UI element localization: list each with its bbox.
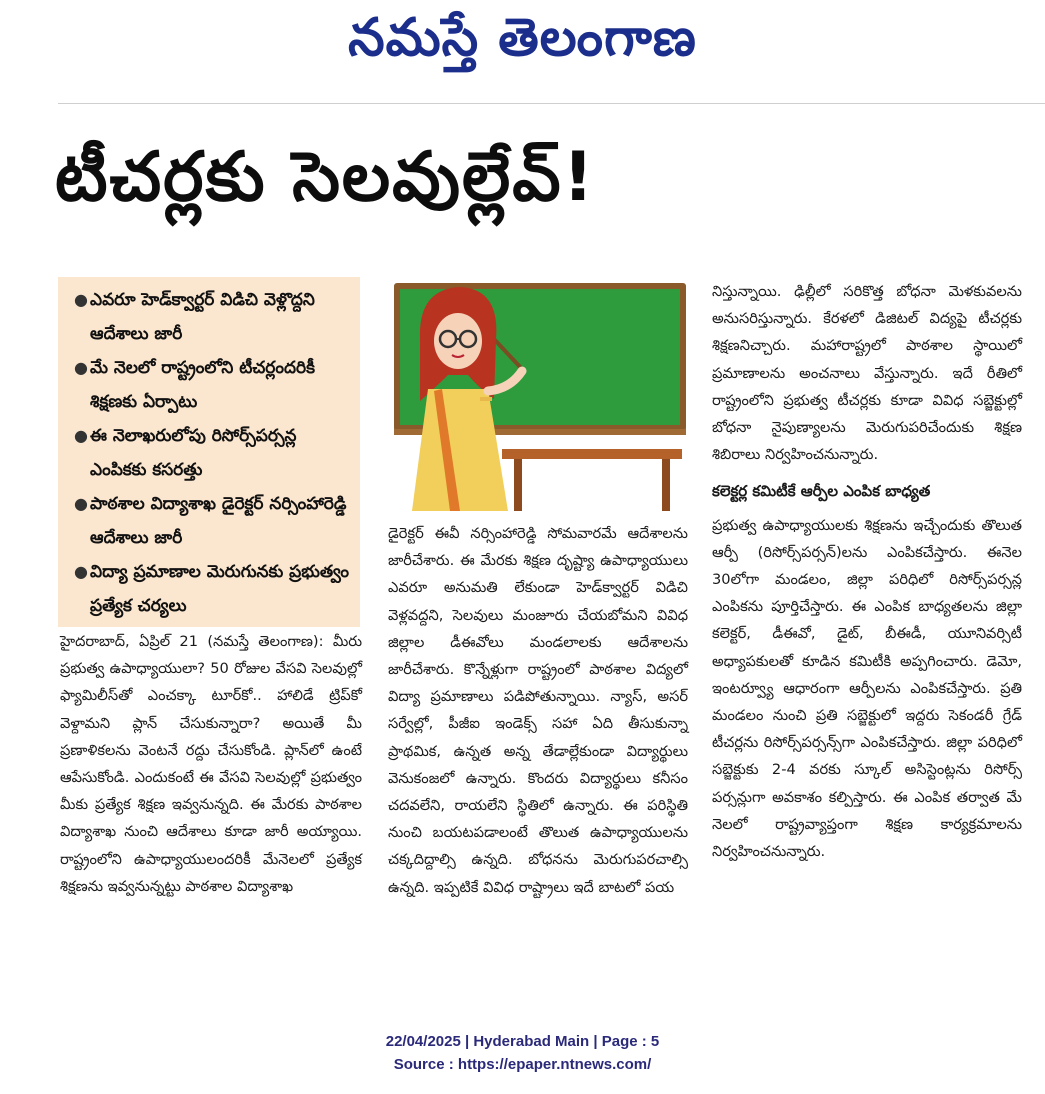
highlight-text: ఎవరూ హెడ్‌క్వార్టర్ విడిచి వెళ్లొద్దని ఆదేశాలు జారీ: [90, 290, 315, 344]
highlight-text: మే నెలలో రాష్ట్రంలోని టీచర్లందరికీ శిక్షణకు ఏర్పాటు: [90, 358, 315, 412]
article-paragraph: ప్రభుత్వ ఉపాధ్యాయులకు శిక్షణను ఇచ్చేందుకు తొలుత ఆర్పీ (రిసోర్స్‌పర్సన్)లను ఎంపికచేస్తారు. ఈనెల 30లోగా మండలం, జిల్లా పరిధిలో రిసోర్స్‌పర్సన్ల ఎంపికను పూర్తిచేస్తారు. ఈ ఎంపిక బాధ్యతలను జిల్లా కలెక్టర్, డీఈవో, డైట్, బీఈడీ, యూనివర్సిటీ అధ్యాపకులతో కూడిన కమిటీకి అప్పగించారు. డెమో, ఇంటర్వ్యూ ఆధారంగా ఆర్పీలను ఎంపికచేస్తారు. ప్రతి మండలం నుంచి ప్రతి సబ్జెక్టులో ఇద్దరు సెకండరీ గ్రేడ్ టీచర్లను రిసోర్స్‌పర్సన్స్‌గా ఎంపికచేస్తారు. జిల్లా పరిధిలో సబ్జెక్టుకు 2-4 వరకు స్కూల్ అసిస్టెంట్లను రిసోర్స్ పర్సన్లుగా అవకాశం కల్పిస్తారు. ఈ ఎంపిక తర్వాత మే నెలలో రాష్ట్రవ్యాప్తంగా శిక్షణ కార్యక్రమాలను నిర్వహించనున్నారు.: [712, 516, 1022, 861]
article-column-3: [712, 278, 1022, 865]
source-link: Source : https://epaper.ntnews.com/: [393, 1056, 652, 1073]
bullet-icon: ●: [74, 562, 88, 581]
article-column-2: [388, 520, 688, 901]
highlight-item: [70, 419, 354, 487]
masthead: [0, 0, 1045, 80]
highlight-text: విద్యా ప్రమాణాల మెరుగునకు ప్రభుత్వం ప్రత్యేక చర్యలు: [90, 562, 350, 616]
bullet-icon: ●: [74, 290, 88, 309]
highlight-item: [70, 555, 354, 623]
masthead-divider: [58, 103, 1045, 104]
teacher-illustration: [390, 279, 689, 514]
subheading: కలెక్టర్ల కమిటీకే ఆర్పీల ఎంపిక బాధ్యత: [712, 482, 931, 501]
highlights-box: [58, 277, 360, 627]
highlight-item: [70, 487, 354, 555]
highlight-text: పాఠశాల విద్యాశాఖ డైరెక్టర్ నర్సింహారెడ్డి ఆదేశాలు జారీ: [90, 494, 347, 548]
bullet-icon: ●: [74, 426, 88, 445]
desk-leg: [514, 459, 522, 511]
desk-top: [502, 449, 682, 459]
highlight-text: ఈ నెలాఖరులోపు రిసోర్స్‌పర్సన్ల ఎంపికకు కసరత్తు: [90, 426, 297, 480]
highlights-list: [58, 277, 360, 623]
bullet-icon: ●: [74, 358, 88, 377]
article-paragraph: నిస్తున్నాయి. ఢిల్లీలో సరికొత్త బోధనా మెళకువలను అనుసరిస్తున్నారు. కేరళలో డిజిటల్ విద్యపై టీచర్లకు శిక్షణనిచ్చారు. మహారాష్ట్రలో పాఠశాల స్థాయిలో ప్రమాణాలను అంచనాలు వేస్తున్నారు. ఇదే రీతిలో రాష్ట్రంలోని ప్రభుత్వ టీచర్లకు కూడా వివిధ సబ్జెక్టుల్లో బోధనా నైపుణ్యాలను మెరుగుపరిచేందుకు శిక్షణ శిబిరాలు నిర్వహించనున్నారు.: [712, 283, 1022, 464]
highlight-item: [70, 351, 354, 419]
newspaper-logo: నమస్తే తెలంగాణ: [348, 8, 697, 68]
article-paragraph: డైరెక్టర్ ఈవీ నర్సింహారెడ్డి సోమవారమే ఆదేశాలను జారీచేశారు. ఈ మేరకు శిక్షణ దృష్ట్యా ఉపాధ్యాయులు ఎవరూ అనుమతి లేకుండా హెడ్‌క్వార్టర్ విడిచి వెళ్లవద్దని, సెలవులు మంజూరు చేయబోమని వివిధ జిల్లాల డీఈవోలు మండలాలకు ఆదేశాలను జారీచేశారు. కొన్నేళ్లుగా రాష్ట్రంలో పాఠశాల విద్యలో విద్యా ప్రమాణాలు పడిపోతున్నాయి. న్యాస్, అసర్ సర్వేల్లో, పీజీఐ ఇండెక్స్ సహా ఏది తీసుకున్నా ప్రాథమిక, ఉన్నత అన్న తేడాల్లేకుండా విద్యార్థులు వెనుకంజలో ఉన్నారు. కొందరు విద్యార్థులు కనీసం చదవలేని, రాయలేని స్థితిలో ఉన్నారు. ఈ పరిస్థితి నుంచి బయటపడాలంటే తొలుత ఉపాధ్యాయులను చక్కదిద్దాల్సి ఉన్నది. బోధనను మెరుగుపరచాల్సి ఉన్నది. ఇప్పటికే వివిధ రాష్ట్రాలు ఇదే బాటలో పయ: [388, 525, 688, 896]
bullet-icon: ●: [74, 494, 88, 513]
page-footer: [0, 1030, 1045, 1076]
article-column-1: [60, 628, 362, 900]
edition-info: 22/04/2025 | Hyderabad Main | Page : 5: [385, 1033, 660, 1050]
highlight-item: [70, 283, 354, 351]
article-paragraph: హైదరాబాద్, ఏప్రిల్ 21 (నమస్తే తెలంగాణ): మీరు ప్రభుత్వ ఉపాధ్యాయులా? 50 రోజుల వేసవి సెలవుల్లో ఫ్యామిలీస్‌తో ఎంచక్కా టూర్‌కో.. హాలిడే ట్రిప్‌కో వెళ్దామని ప్లాన్ చేసుకున్నారా? అయితే మీ ప్రణాళికలను వెంటనే రద్దు చేసుకోండి. ప్లాన్‌లో ఉంటే ఆపేసుకోండి. ఎందుకంటే ఈ వేసవి సెలవుల్లో ప్రభుత్వం మీకు ప్రత్యేక శిక్షణ ఇవ్వనున్నది. ఈ మేరకు పాఠశాల విద్యాశాఖ నుంచి ఆదేశాలు కూడా జారీ అయ్యాయి. రాష్ట్రంలోని ఉపాధ్యాయులందరికీ మేనెలలో ప్రత్యేక శిక్షణను ఇవ్వనున్నట్టు పాఠశాల విద్యాశాఖ: [60, 633, 362, 895]
desk-leg: [662, 459, 670, 511]
headline: టీచర్లకు సెలవుల్లేవ్!: [55, 138, 596, 217]
